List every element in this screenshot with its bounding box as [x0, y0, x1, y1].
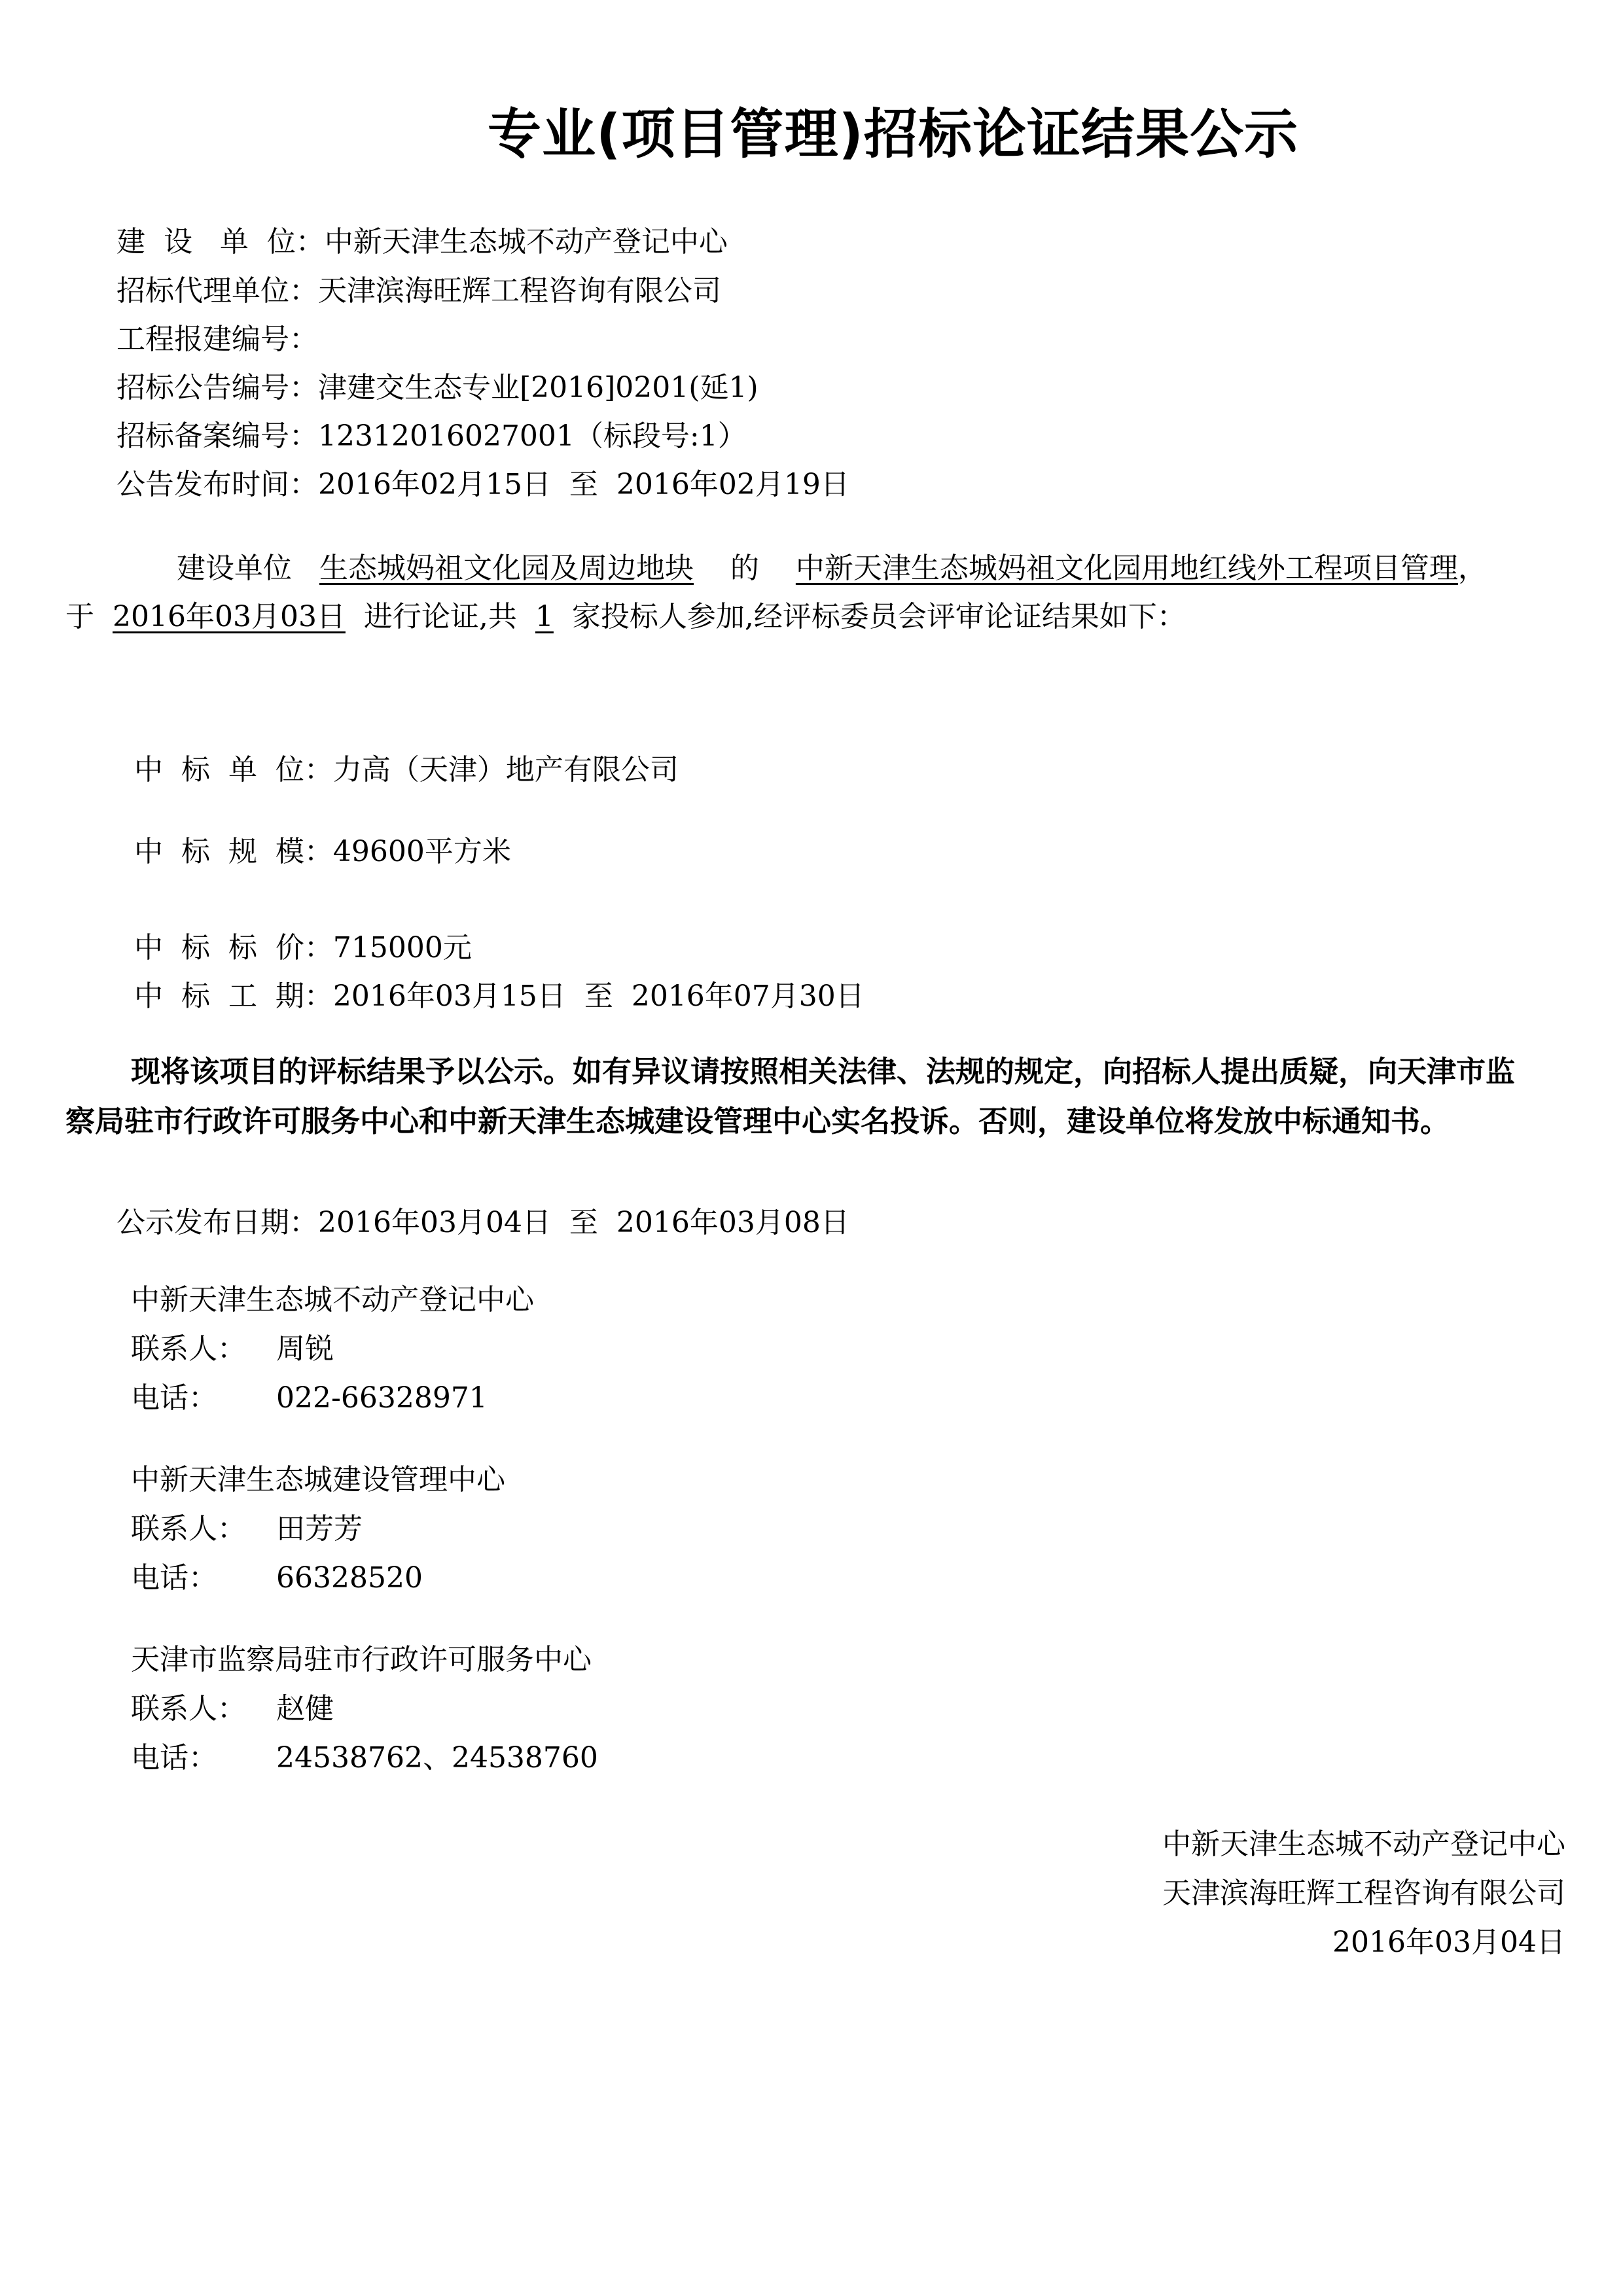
meta-row-filing-number	[116, 412, 747, 461]
result-label: 中 标 工 期：	[134, 980, 333, 1013]
intro-date: 2016年03月03日	[112, 600, 346, 633]
meta-value: 天津滨海旺辉工程咨询有限公司	[318, 274, 721, 308]
contact-person: 赵健	[276, 1692, 334, 1725]
intro-text: ，于	[65, 552, 1487, 633]
result-value: 49600平方米	[332, 835, 511, 868]
contact-org: 中新天津生态城建设管理中心	[131, 1463, 505, 1496]
meta-label: 招标代理单位：	[116, 274, 318, 308]
meta-value: 2016年02月15日 至 2016年02月19日	[318, 468, 849, 501]
meta-row-announcement-number	[116, 364, 758, 412]
contact-phone: 022-66328971	[276, 1381, 488, 1415]
intro-count: 1	[535, 600, 554, 633]
objection-notice: 现将该项目的评标结果予以公示。如有异议请按照相关法律、法规的规定，向招标人提出质疑，向天津市监察局驻市行政许可服务中心和中新天津生态城建设管理中心实名投诉。否则，建设单位将发放中标通知书。	[65, 1054, 1516, 1139]
signature-line-1: 中新天津生态城不动产登记中心	[1162, 1828, 1565, 1861]
result-row-winner	[134, 746, 679, 788]
result-label: 中 标 单 位：	[134, 753, 333, 786]
result-row-period	[134, 972, 865, 1014]
intro-text: 家投标人参加,经评标委员会评审论证结果如下：	[571, 600, 1186, 633]
result-value: 715000元	[332, 931, 472, 964]
meta-row-construction-unit	[116, 218, 728, 266]
intro-unit: 生态城妈祖文化园及周边地块	[319, 552, 694, 585]
contact-phone-row: 电话： 24538762、24538760	[131, 1741, 598, 1775]
meta-label: 工程报建编号：	[116, 323, 318, 356]
contact-phone-row: 电话： 66328520	[131, 1561, 423, 1595]
signature-line-2: 天津滨海旺辉工程咨询有限公司	[1162, 1877, 1565, 1910]
meta-value: 津建交生态专业[2016]0201(延1)	[318, 371, 758, 404]
result-value: 力高（天津）地产有限公司	[332, 753, 679, 786]
contact-org: 天津市监察局驻市行政许可服务中心	[131, 1643, 592, 1676]
result-label: 中 标 规 模：	[134, 835, 333, 868]
meta-row-announcement-time	[116, 461, 849, 509]
meta-row-project-number	[116, 315, 318, 364]
contact-person-row: 联系人： 赵健	[131, 1692, 334, 1725]
intro-project: 中新天津生态城妈祖文化园用地红线外工程项目管理	[795, 552, 1458, 585]
meta-row-agency	[116, 267, 721, 315]
result-value: 2016年03月15日 至 2016年07月30日	[332, 980, 865, 1013]
intro-paragraph	[65, 544, 1571, 641]
meta-value: 12312016027001（标段号:1）	[318, 419, 747, 453]
intro-text: 进行论证,共	[363, 600, 517, 633]
contact-phone: 66328520	[276, 1561, 423, 1595]
meta-label: 招标公告编号：	[116, 371, 318, 404]
publish-label: 公示发布日期：	[116, 1206, 318, 1239]
result-label: 中 标 标 价：	[134, 931, 333, 964]
intro-text: 建设单位	[177, 552, 292, 585]
meta-label: 公告发布时间：	[116, 468, 318, 501]
contact-org: 中新天津生态城不动产登记中心	[131, 1283, 534, 1316]
result-row-price	[134, 924, 472, 966]
publish-value: 2016年03月04日 至 2016年03月08日	[318, 1206, 849, 1239]
contact-phone-row: 电话： 022-66328971	[131, 1381, 488, 1415]
page-title: 专业(项目管理)招标论证结果公示	[488, 103, 1298, 166]
signature-date: 2016年03月04日	[1332, 1926, 1565, 1959]
meta-label: 招标备案编号：	[116, 419, 318, 453]
result-row-scale	[134, 828, 511, 870]
intro-text: 的	[730, 552, 759, 585]
contact-person-row: 联系人： 田芳芳	[131, 1512, 363, 1545]
meta-label: 建 设 单 位：	[116, 225, 325, 258]
contact-person: 田芳芳	[276, 1512, 363, 1545]
publish-date-row	[116, 1199, 849, 1241]
meta-value: 中新天津生态城不动产登记中心	[324, 225, 728, 258]
contact-phone: 24538762、24538760	[276, 1741, 598, 1775]
contact-person-row: 联系人： 周锐	[131, 1332, 334, 1366]
contact-person: 周锐	[276, 1332, 334, 1366]
